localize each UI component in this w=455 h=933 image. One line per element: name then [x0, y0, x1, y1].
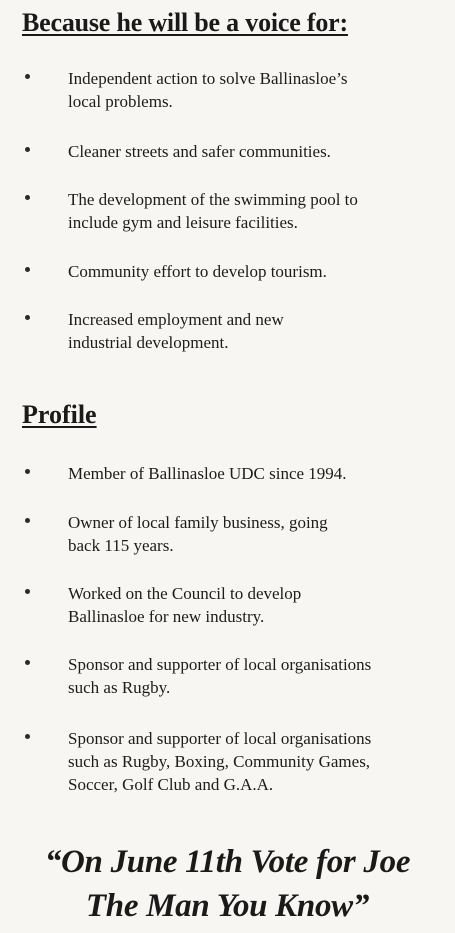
slogan-line-1: “On June 11th Vote for Joe [44, 844, 411, 880]
bullet-icon [25, 734, 30, 739]
bullet-icon [25, 518, 30, 523]
list-item-text: Owner of local family business, going back 115 years. [68, 513, 328, 555]
slogan-line-2: The Man You Know” [85, 888, 370, 924]
bullet-icon [25, 74, 30, 79]
list-item-text: Sponsor and supporter of local organisations such as Rugby, Boxing, Community Games, Soccer, Golf Club and G.A.A. [68, 729, 372, 794]
bullet-icon [25, 147, 30, 152]
bullet-icon [25, 195, 30, 200]
bullet-icon [25, 267, 30, 272]
list-item-text: The development of the swimming pool to include gym and leisure facilities. [68, 190, 358, 232]
list-item-text: Sponsor and supporter of local organisations such as Rugby. [68, 655, 372, 697]
bullet-icon [25, 469, 30, 474]
list-item-text: Increased employment and new industrial development. [68, 310, 284, 352]
list-item-text: Member of Ballinasloe UDC since 1994. [68, 464, 347, 483]
voice-heading: Because he will be a voice for: [22, 8, 348, 37]
list-item-text: Independent action to solve Ballinasloe’s local problems. [68, 69, 348, 111]
list-item-text: Community effort to develop tourism. [68, 262, 327, 281]
bullet-icon [25, 660, 30, 665]
bullet-icon [25, 315, 30, 320]
profile-heading: Profile [22, 400, 97, 429]
bullet-icon [25, 589, 30, 594]
list-item-text: Worked on the Council to develop Ballinasloe for new industry. [68, 584, 302, 626]
list-item-text: Cleaner streets and safer communities. [68, 142, 331, 161]
